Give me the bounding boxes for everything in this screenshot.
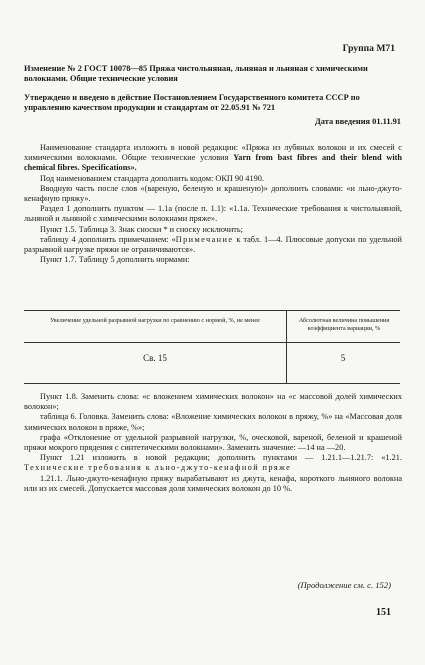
paragraph-okp-code: Под наименованием стандарта дополнить кодом: ОКП 90 4190.: [40, 173, 264, 183]
paragraph-intro: Вводную часть после слов «(вареную, беленую и крашеную)» дополнить словами: «и льно-джуто-кенафную пряжу».: [24, 183, 402, 204]
paragraph-item-1-21-1: 1.21.1. Льно-джуто-кенафную пряжу вырабатывают из джута, кенафа, короткого льняного волокна или из их смесей. Допускается массовая доля химических волокон до 10 %.: [24, 473, 402, 493]
paragraph-item-1-7: Пункт 1.7. Таблицу 5 дополнить нормами:: [40, 255, 190, 265]
paragraph-table-6: таблица 6. Головка. Заменить слова: «Вложение химических волокон в пряжу, %» на «Массовая доля химических волокон в пряже, %»;: [24, 412, 402, 432]
paragraph-item-1-8: Пункт 1.8. Заменить слова: «с вложением химических волокон» на «с массовой долей химических волокон»;: [24, 392, 402, 412]
paragraph-item-1-5: Пункт 1.5. Таблица 3. Знак сноски * и сноску исключить;: [40, 224, 243, 234]
paragraph-item-1-21: Пункт 1.21 изложить в новой редакции; дополнить пунктами — 1.21.1—1.21.7: «1.21. Технические требования к льно-джуто-кенафной пряже: [24, 453, 402, 473]
body-text-top: [24, 143, 402, 265]
table-header-load-increase: Увеличение удельной разрывной нагрузки по сравнению с нормой, %, не менее: [50, 317, 260, 324]
approval-statement: Утверждено и введено в действие Постановлением Государственного комитета СССР по управлению качеством продукции и стандартам от 22.05.91 № 721: [24, 93, 360, 113]
norms-table: [24, 310, 400, 384]
amendment-header: Изменение № 2 ГОСТ 10078—85 Пряжа чистольняная, льняная и льняная с химическими волокнами. Общие технические условия: [24, 64, 368, 84]
paragraph-table-4-note: таблицу 4 дополнить примечанием: «Примечание к табл. 1—4. Плюсовые допуски по удельной разрывной нагрузке пряжи не ограничиваются».: [24, 234, 402, 255]
table-header-variation: Абсолютная величина повышения коэффициента вариации, %: [298, 317, 390, 332]
paragraph-section-1: Раздел 1 дополнить пунктом — 1.1а (после п. 1.1): «1.1а. Технические требования к чистольняной, льняной и льняной с химическими волокнами пряже».: [24, 204, 402, 224]
continued-note: (Продолжение см. с. 152): [297, 580, 391, 590]
paragraph-title-change: Наименование стандарта изложить в новой редакции: «Пряжа из лубяных волокон и их смесей с химическими волокнами. Общие технические условия Yarn from bast fibres and their blend with chemical fibres. Specifications».: [24, 143, 403, 173]
table-cell-variation: 5: [340, 353, 346, 363]
paragraph-column-deviation: графа «Отклонение от удельной разрывной нагрузки, %, оческовой, вареной, беленой и крашеной пряжи мокрого прядения с синтетическими волокнами». Заменить значение: —14 на —20.: [24, 432, 402, 453]
table-cell-load-increase: Св. 15: [143, 353, 167, 363]
body-text-bottom: [24, 392, 402, 494]
page-number: 151: [376, 607, 391, 618]
effective-date: Дата введения 01.11.91: [315, 117, 401, 126]
group-code: Группа М71: [342, 43, 395, 54]
